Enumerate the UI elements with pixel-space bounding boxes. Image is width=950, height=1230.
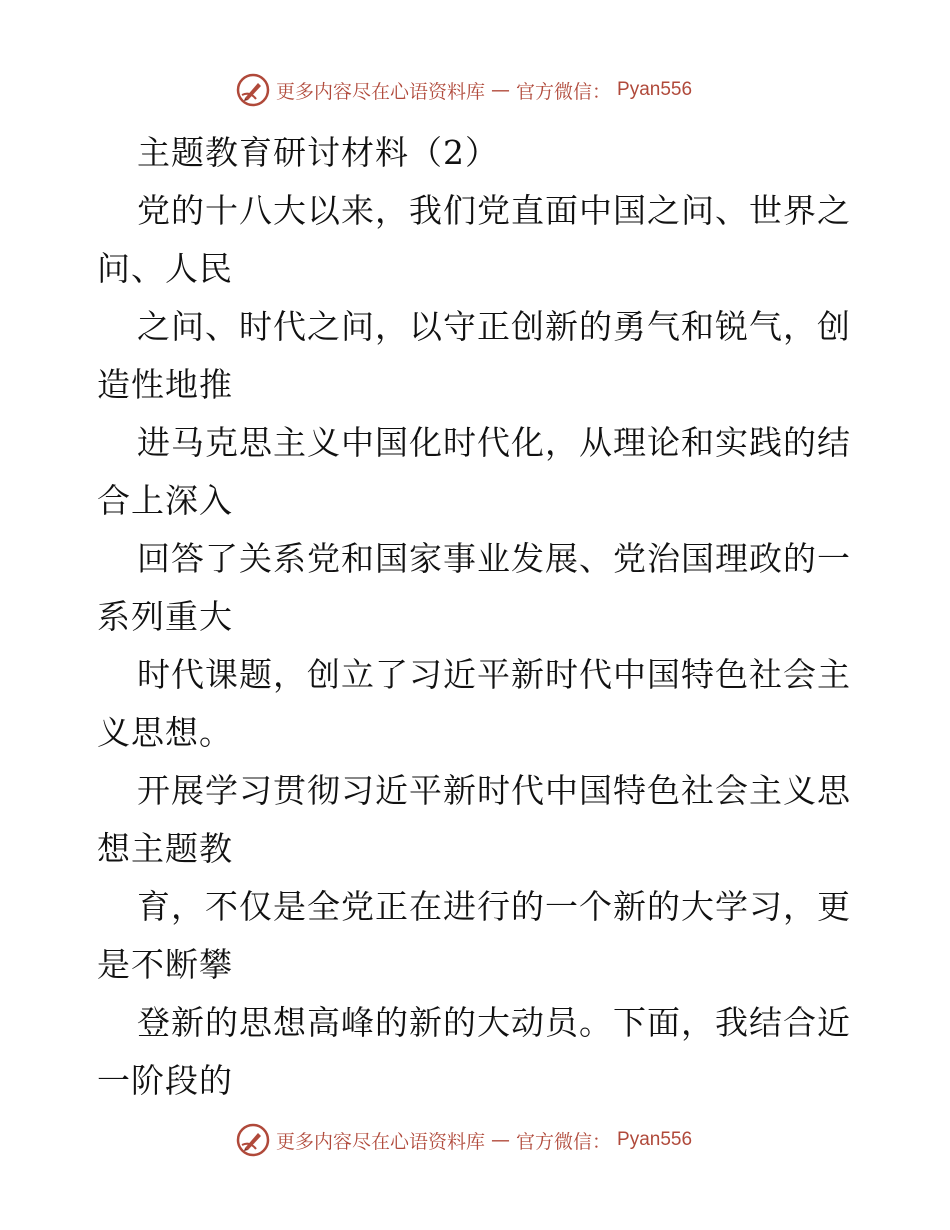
- pen-logo-icon: [236, 73, 270, 107]
- watermark-wechat-id: Pyan556: [617, 1129, 693, 1150]
- watermark-wechat-label: 官方微信：: [516, 80, 612, 103]
- paragraph-line: 系列重大: [97, 597, 233, 636]
- paragraph-line: 合上深入: [97, 481, 233, 520]
- paragraph-line: 想主题教: [97, 829, 233, 868]
- watermark-wechat-label: 官方微信：: [516, 1130, 612, 1153]
- paragraph-line: 登新的思想高峰的新的大动员。下面，我结合近: [137, 1003, 851, 1042]
- watermark-separator: —: [491, 1129, 511, 1151]
- watermark-separator: —: [491, 79, 511, 101]
- header-watermark: [236, 72, 692, 108]
- pen-logo-icon: [236, 1123, 270, 1157]
- paragraph-line: 回答了关系党和国家事业发展、党治国理政的一: [137, 539, 851, 578]
- paragraph-line: 时代课题，创立了习近平新时代中国特色社会主: [137, 655, 851, 694]
- footer-watermark: [236, 1122, 692, 1158]
- paragraph-line: 育，不仅是全党正在进行的一个新的大学习，更: [137, 887, 851, 926]
- paragraph-line: 开展学习贯彻习近平新时代中国特色社会主义思: [137, 771, 851, 810]
- watermark-site-text: 更多内容尽在心语资料库: [276, 1130, 486, 1153]
- paragraph-line: 问、人民: [97, 249, 233, 288]
- watermark-site-text: 更多内容尽在心语资料库: [276, 80, 486, 103]
- paragraph-line: 党的十八大以来，我们党直面中国之问、世界之: [137, 191, 851, 230]
- paragraph-line: 进马克思主义中国化时代化，从理论和实践的结: [137, 423, 851, 462]
- watermark-wechat-id: Pyan556: [617, 79, 693, 100]
- paragraph-line: 是不断攀: [97, 945, 233, 984]
- paragraph-line: 之问、时代之问，以守正创新的勇气和锐气，创: [137, 307, 851, 346]
- paragraph-line: 造性地推: [97, 365, 233, 404]
- paragraph-line: 一阶段的: [97, 1061, 233, 1100]
- document-body: [97, 124, 857, 1110]
- paragraph-line: 义思想。: [97, 713, 233, 752]
- document-title: 主题教育研讨材料（2）: [137, 133, 499, 172]
